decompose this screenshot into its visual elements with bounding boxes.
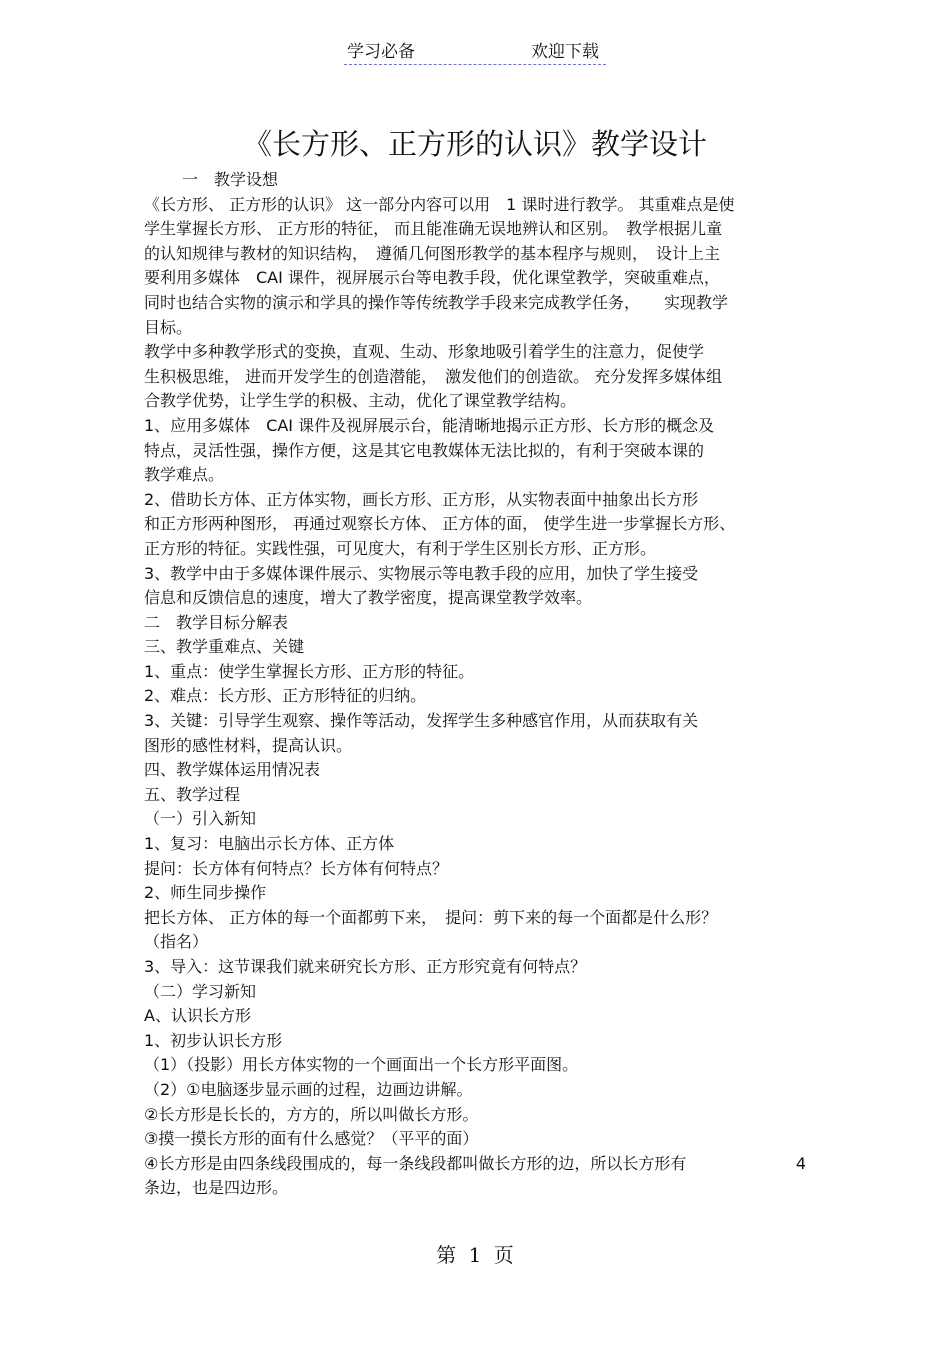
document-title: 《长方形、正方形的认识》教学设计 bbox=[242, 127, 707, 161]
paragraph-line: A、认识长方形 bbox=[144, 1006, 251, 1026]
paragraph-line: 2、师生同步操作 bbox=[144, 883, 267, 903]
paragraph-line: 1、复习：电脑出示长方体、正方体 bbox=[144, 834, 395, 854]
paragraph-line-with-number bbox=[144, 1152, 814, 1177]
paragraph-line-text: ④长方形是由四条线段围成的，每一条线段都叫做长方形的边，所以长方形有 bbox=[144, 1153, 687, 1173]
paragraph-line: 同时也结合实物的演示和学具的操作等传统教学手段来完成教学任务， 实现教学 bbox=[144, 292, 729, 312]
paragraph-line: 1、初步认识长方形 bbox=[144, 1030, 283, 1050]
paragraph-line: 1、应用多媒体 CAI 课件及视屏展示台，能清晰地揭示正方形、长方形的概念及 bbox=[144, 415, 715, 435]
page-header bbox=[344, 40, 606, 65]
paragraph-line: 图形的感性材料，提高认识。 bbox=[144, 735, 353, 755]
subsection-heading: （二）学习新知 bbox=[144, 981, 257, 1001]
paragraph-line: 目标。 bbox=[144, 317, 193, 337]
header-left-text: 学习必备 bbox=[347, 42, 415, 62]
paragraph-line: ②长方形是长长的，方方的，所以叫做长方形。 bbox=[144, 1104, 479, 1124]
section-heading: 三、教学重难点、关键 bbox=[144, 637, 305, 657]
paragraph-line: ③摸一摸长方形的面有什么感觉？（平平的面） bbox=[144, 1129, 479, 1149]
paragraph-line: 条边，也是四边形。 bbox=[144, 1178, 289, 1198]
paragraph-line: 和正方形两种图形， 再通过观察长方体、 正方体的面， 使学生进一步掌握长方形、 bbox=[144, 514, 736, 534]
section-heading: 五、教学过程 bbox=[144, 784, 241, 804]
paragraph-line: 3、关键：引导学生观察、操作等活动，发挥学生多种感官作用，从而获取有关 bbox=[144, 711, 699, 731]
paragraph-line: 提问：长方体有何特点？长方体有何特点？ bbox=[144, 858, 449, 878]
section-heading: 二 教学目标分解表 bbox=[144, 612, 289, 632]
paragraph-line: （2）①电脑逐步显示画的过程，边画边讲解。 bbox=[144, 1079, 473, 1099]
paragraph-line: 2、借助长方体、正方体实物，画长方形、正方形，从实物表面中抽象出长方形 bbox=[144, 489, 699, 509]
paragraph-line: （1）（投影）用长方体实物的一个画面出一个长方形平面图。 bbox=[144, 1055, 579, 1075]
paragraph-line: 2、难点：长方形、正方形特征的归纳。 bbox=[144, 686, 427, 706]
paragraph-line: 教学中多种教学形式的变换，直观、生动、形象地吸引着学生的注意力，促使学 bbox=[144, 342, 705, 362]
paragraph-line: 教学难点。 bbox=[144, 465, 225, 485]
subsection-heading: （一）引入新知 bbox=[144, 809, 257, 829]
header-right-text: 欢迎下载 bbox=[531, 42, 599, 62]
page-number: 第 1 页 bbox=[436, 1243, 514, 1267]
paragraph-line: 《长方形、 正方形的认识》 这一部分内容可以用 1 课时进行教学。 其重难点是使 bbox=[144, 194, 735, 214]
paragraph-line: 把长方体、 正方体的每一个面都剪下来， 提问：剪下来的每一个面都是什么形？ bbox=[144, 907, 718, 927]
paragraph-line: 的认知规律与教材的知识结构， 遵循几何图形教学的基本程序与规则， 设计上主 bbox=[144, 243, 721, 263]
document-body bbox=[144, 168, 814, 1201]
line-end-number: 4 bbox=[795, 1153, 806, 1173]
paragraph-line: 3、导入：这节课我们就来研究长方形、正方形究竟有何特点？ bbox=[144, 957, 587, 976]
paragraph-line: 学生掌握长方形、 正方形的特征， 而且能准确无误地辨认和区别。 教学根据儿童 bbox=[144, 219, 723, 239]
paragraph-line: 要利用多媒体 CAI 课件，视屏展示台等电教手段，优化课堂教学，突破重难点， bbox=[144, 268, 720, 288]
paragraph-line: 信息和反馈信息的速度，增大了教学密度，提高课堂教学效率。 bbox=[144, 588, 593, 608]
paragraph-line: 1、重点：使学生掌握长方形、正方形的特征。 bbox=[144, 661, 475, 681]
paragraph-line: 特点，灵活性强，操作方便，这是其它电教媒体无法比拟的，有利于突破本课的 bbox=[144, 440, 705, 460]
paragraph-line: 正方形的特征。实践性强，可见度大，有利于学生区别长方形、正方形。 bbox=[144, 538, 657, 558]
section-heading: 一 教学设想 bbox=[182, 170, 279, 189]
paragraph-line: （指名） bbox=[144, 932, 209, 952]
paragraph-line: 生积极思维， 进而开发学生的创造潜能， 激发他们的创造欲。 充分发挥多媒体组 bbox=[144, 366, 723, 386]
paragraph-line: 合教学优势，让学生学的积极、主动，优化了课堂教学结构。 bbox=[144, 391, 577, 411]
paragraph-line: 3、教学中由于多媒体课件展示、实物展示等电教手段的应用，加快了学生接受 bbox=[144, 563, 699, 583]
section-heading: 四、教学媒体运用情况表 bbox=[144, 760, 321, 780]
